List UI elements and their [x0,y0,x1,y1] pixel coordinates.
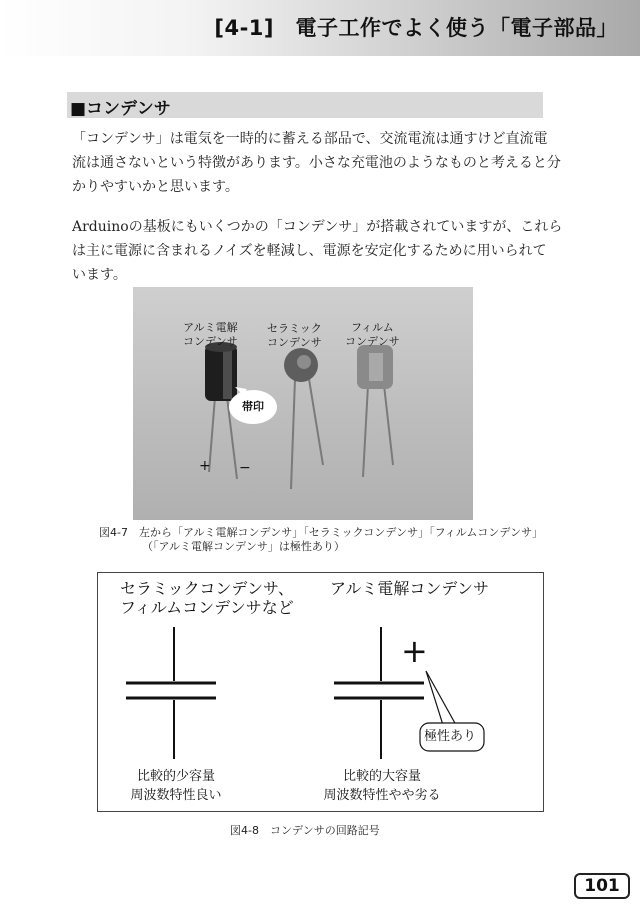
chapter-title: [4-1] 電子工作でよく使う「電子部品」 [214,16,618,40]
band-mark-label: 帯印 [242,400,264,413]
nonpolar-capacitor-description: 比較的少容量 周波数特性良い [130,769,222,803]
electrolytic-capacitor-description: 比較的大容量 周波数特性やや劣る [323,769,441,803]
capacitor-symbol-diagram [97,572,544,812]
page-number: 101 [574,873,630,899]
polarity-label: 極性あり [424,729,477,744]
film-capacitor-label: フィルム コンデンサ [345,321,400,348]
figure-4-7-caption: 図4-7 左から「アルミ電解コンデンサ」「セラミックコンデンサ」「フィルムコンデンサ」 [99,526,544,539]
ceramic-lead-left [291,379,295,489]
paragraph-line: Arduinoの基板にもいくつかの「コンデンサ」が搭載されていますが、これら [72,219,563,235]
figure-4-7-caption-note: （「アルミ電解コンデンサ」は極性あり） [142,540,345,553]
minus-lead-label: − [239,460,251,476]
ceramic-capacitor-marking [297,355,311,369]
paragraph-line: います。 [72,267,127,283]
capacitor-photo [133,287,473,520]
aluminum-band-mark [223,347,232,399]
figure-4-8-caption: 図4-8 コンデンサの回路記号 [230,824,380,837]
film-capacitor-marking [369,353,383,381]
aluminum-capacitor-label: アルミ電解 コンデンサ [183,321,238,348]
section-title: ■コンデンサ [70,99,171,119]
ceramic-lead-right [309,379,323,465]
paragraph-line: は主に電源に含まれるノイズを軽減し、電源を安定化するために用いられて [72,243,547,259]
nonpolar-capacitor-title: セラミックコンデンサ、 フィルムコンデンサなど [120,579,294,617]
paragraph-2 [72,215,563,287]
polarity-callout-pointer [426,671,456,725]
paragraph-line: かりやすいかと思います。 [72,179,239,195]
paragraph-line: 流は通さないという特徴があります。小さな充電池のようなものと考えると分 [72,155,561,171]
ceramic-capacitor-label: セラミック コンデンサ [267,322,322,349]
plus-polarity-mark: + [401,632,428,670]
film-lead-right [384,385,393,465]
film-lead-left [363,385,368,477]
plus-lead-label: + [199,458,211,474]
electrolytic-capacitor-title: アルミ電解コンデンサ [330,579,490,598]
paragraph-line: 「コンデンサ」は電気を一時的に蓄える部品で、交流電流は通すけど直流電 [72,131,548,147]
aluminum-capacitor-body [205,345,237,401]
paragraph-1 [72,127,561,199]
